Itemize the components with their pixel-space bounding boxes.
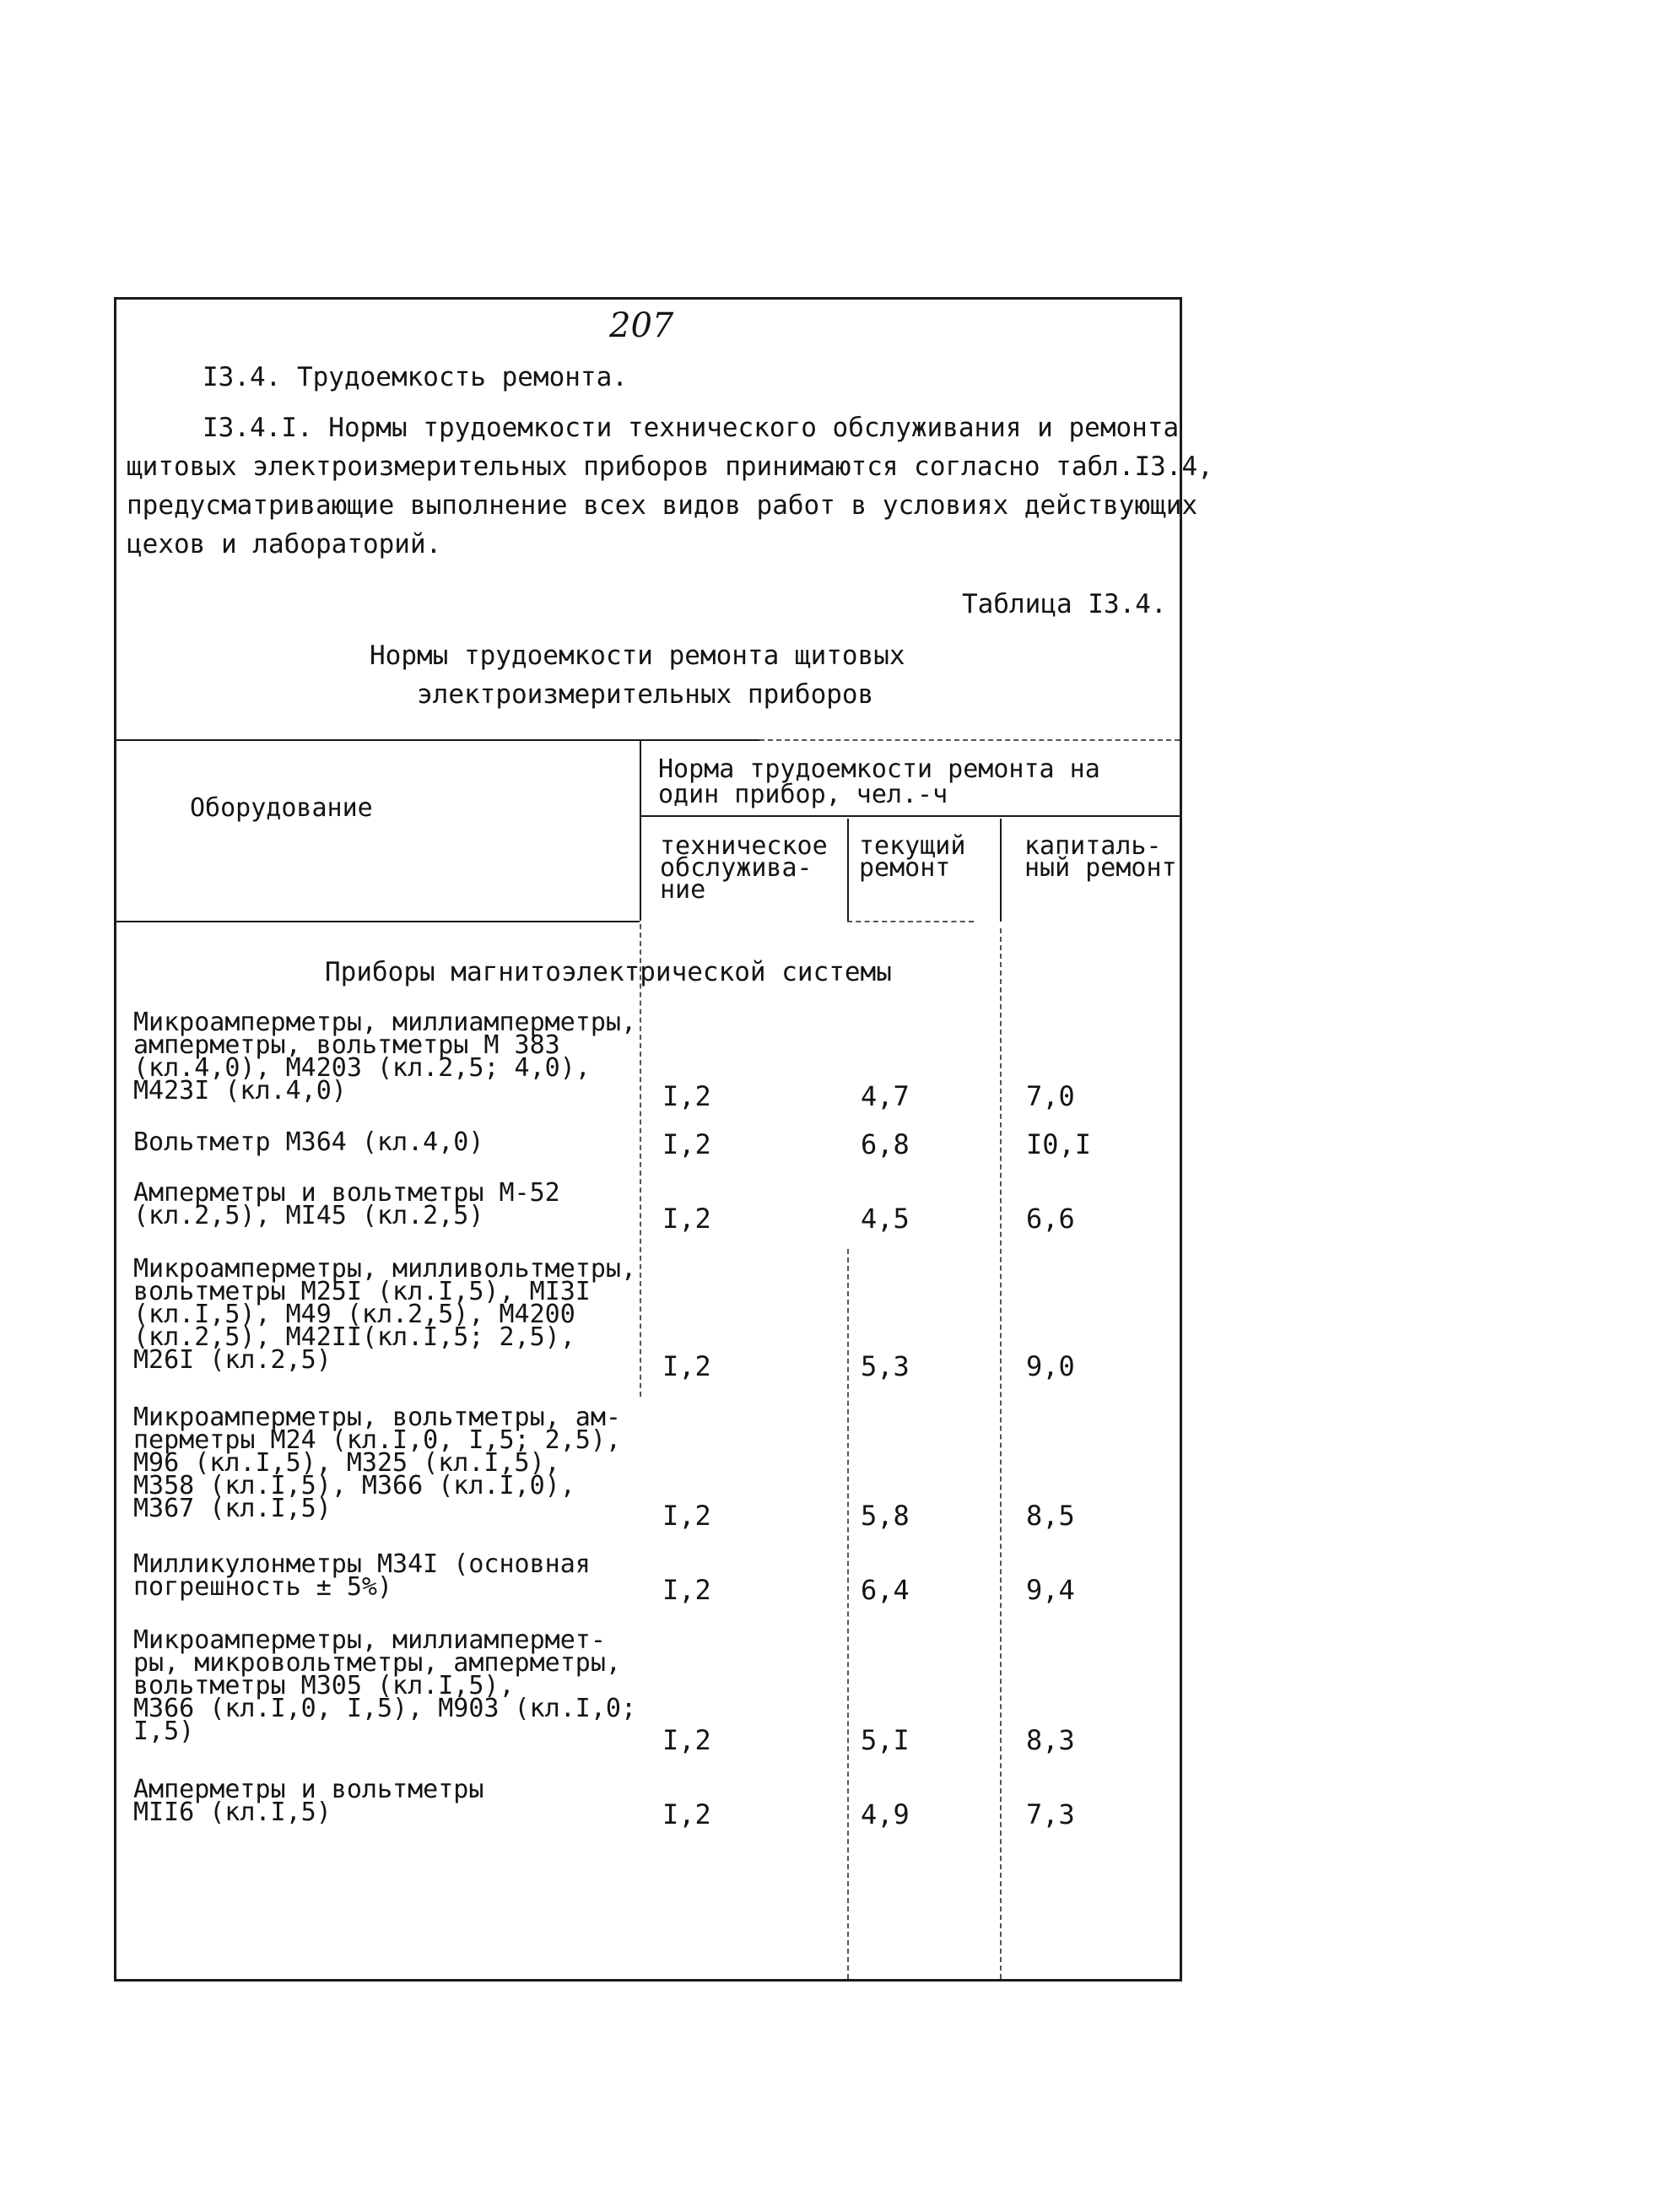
column-divider-dashed — [847, 1249, 849, 1979]
current-repair-cell: 4,9 — [861, 1798, 910, 1830]
maintenance-cell: I,2 — [662, 1724, 711, 1756]
current-repair-cell: 5,3 — [861, 1350, 910, 1382]
table-title-line: электроизмерительных приборов — [417, 679, 874, 710]
table-top-rule — [116, 739, 759, 741]
maintenance-cell: I,2 — [662, 1350, 711, 1382]
maintenance-cell: I,2 — [662, 1128, 711, 1160]
column-divider-dashed — [1000, 928, 1002, 1979]
page-number: 207 — [609, 306, 674, 345]
paragraph-line: I3.4.I. Нормы трудоемкости технического обслуживания и ремонта — [203, 413, 1180, 443]
equipment-cell: Микроамперметры, миллиампермет- ры, микровольтметры, амперметры, вольтметры М305 (кл.I,5), М366 (кл.I,0, I,5), М903 (кл.I,0; I,5) — [133, 1625, 637, 1746]
current-repair-cell: 4,7 — [861, 1080, 910, 1112]
maintenance-cell: I,2 — [662, 1574, 711, 1606]
equipment-cell: Микроамперметры, милливольтметры, вольтметры М25I (кл.I,5), МI3I (кл.I,5), М49 (кл.2,5), М4200 (кл.2,5), М42II(кл.I,5; 2,5), М26I (кл.2,5) — [133, 1254, 637, 1375]
header-maintenance: техническое обслужива- ние — [660, 831, 828, 905]
paragraph-line: щитовых электроизмерительных приборов принимаются согласно табл.I3.4, — [127, 451, 1213, 482]
table-title-line: Нормы трудоемкости ремонта щитовых — [370, 641, 905, 671]
header-equipment: Оборудование — [190, 793, 373, 823]
maintenance-cell: I,2 — [662, 1203, 711, 1235]
capital-repair-cell: I0,I — [1026, 1128, 1092, 1160]
current-repair-cell: 4,5 — [861, 1203, 910, 1235]
current-repair-cell: 5,I — [861, 1724, 910, 1756]
capital-repair-cell: 9,0 — [1026, 1350, 1075, 1382]
equipment-cell: Микроамперметры, вольтметры, ам- перметры М24 (кл.I,0, I,5; 2,5), М96 (кл.I,5), М325 (кл.I,5), М358 (кл.I,5), М366 (кл.I,0), М367 (кл.I,5) — [133, 1403, 621, 1523]
table-label: Таблица I3.4. — [962, 589, 1167, 619]
equipment-cell: Милликулонметры М34I (основная погрешность ± 5%) — [133, 1549, 591, 1602]
current-repair-cell: 5,8 — [861, 1500, 910, 1532]
paragraph-line: цехов и лабораторий. — [127, 529, 442, 560]
maintenance-cell: I,2 — [662, 1500, 711, 1532]
column-divider — [847, 819, 849, 922]
section-title: I3.4. Трудоемкость ремонта. — [203, 362, 628, 392]
column-divider — [640, 739, 641, 921]
column-divider-dashed — [640, 924, 641, 1397]
header-bottom-rule-dashed — [847, 921, 974, 922]
capital-repair-cell: 6,6 — [1026, 1203, 1075, 1235]
maintenance-cell: I,2 — [662, 1080, 711, 1112]
table-top-rule-dashed — [759, 739, 1180, 741]
equipment-cell: Вольтметр М364 (кл.4,0) — [133, 1127, 484, 1157]
current-repair-cell: 6,4 — [861, 1574, 910, 1606]
capital-repair-cell: 7,0 — [1026, 1080, 1075, 1112]
column-divider — [1000, 819, 1002, 922]
capital-repair-cell: 9,4 — [1026, 1574, 1075, 1606]
group-title: Приборы магнитоэлектрической системы — [325, 957, 892, 987]
header-current-repair: текущий ремонт — [859, 831, 966, 883]
paragraph-line: предусматривающие выполнение всех видов работ в условиях действующих — [127, 490, 1198, 521]
capital-repair-cell: 8,5 — [1026, 1500, 1075, 1532]
header-bottom-rule — [116, 921, 640, 922]
current-repair-cell: 6,8 — [861, 1128, 910, 1160]
capital-repair-cell: 7,3 — [1026, 1798, 1075, 1830]
header-norm: Норма трудоемкости ремонта на один прибор, чел.-ч — [658, 754, 1100, 809]
maintenance-cell: I,2 — [662, 1798, 711, 1830]
equipment-cell: Амперметры и вольтметры МII6 (кл.I,5) — [133, 1775, 484, 1827]
equipment-cell: Амперметры и вольтметры М-52 (кл.2,5), МI45 (кл.2,5) — [133, 1178, 560, 1230]
equipment-cell: Микроамперметры, миллиамперметры, амперметры, вольтметры М 383 (кл.4,0), М4203 (кл.2,5; 4,0), М423I (кл.4,0) — [133, 1008, 637, 1106]
capital-repair-cell: 8,3 — [1026, 1724, 1075, 1756]
header-subrule — [640, 815, 1180, 817]
header-capital-repair: капиталь- ный ремонт — [1024, 831, 1177, 883]
